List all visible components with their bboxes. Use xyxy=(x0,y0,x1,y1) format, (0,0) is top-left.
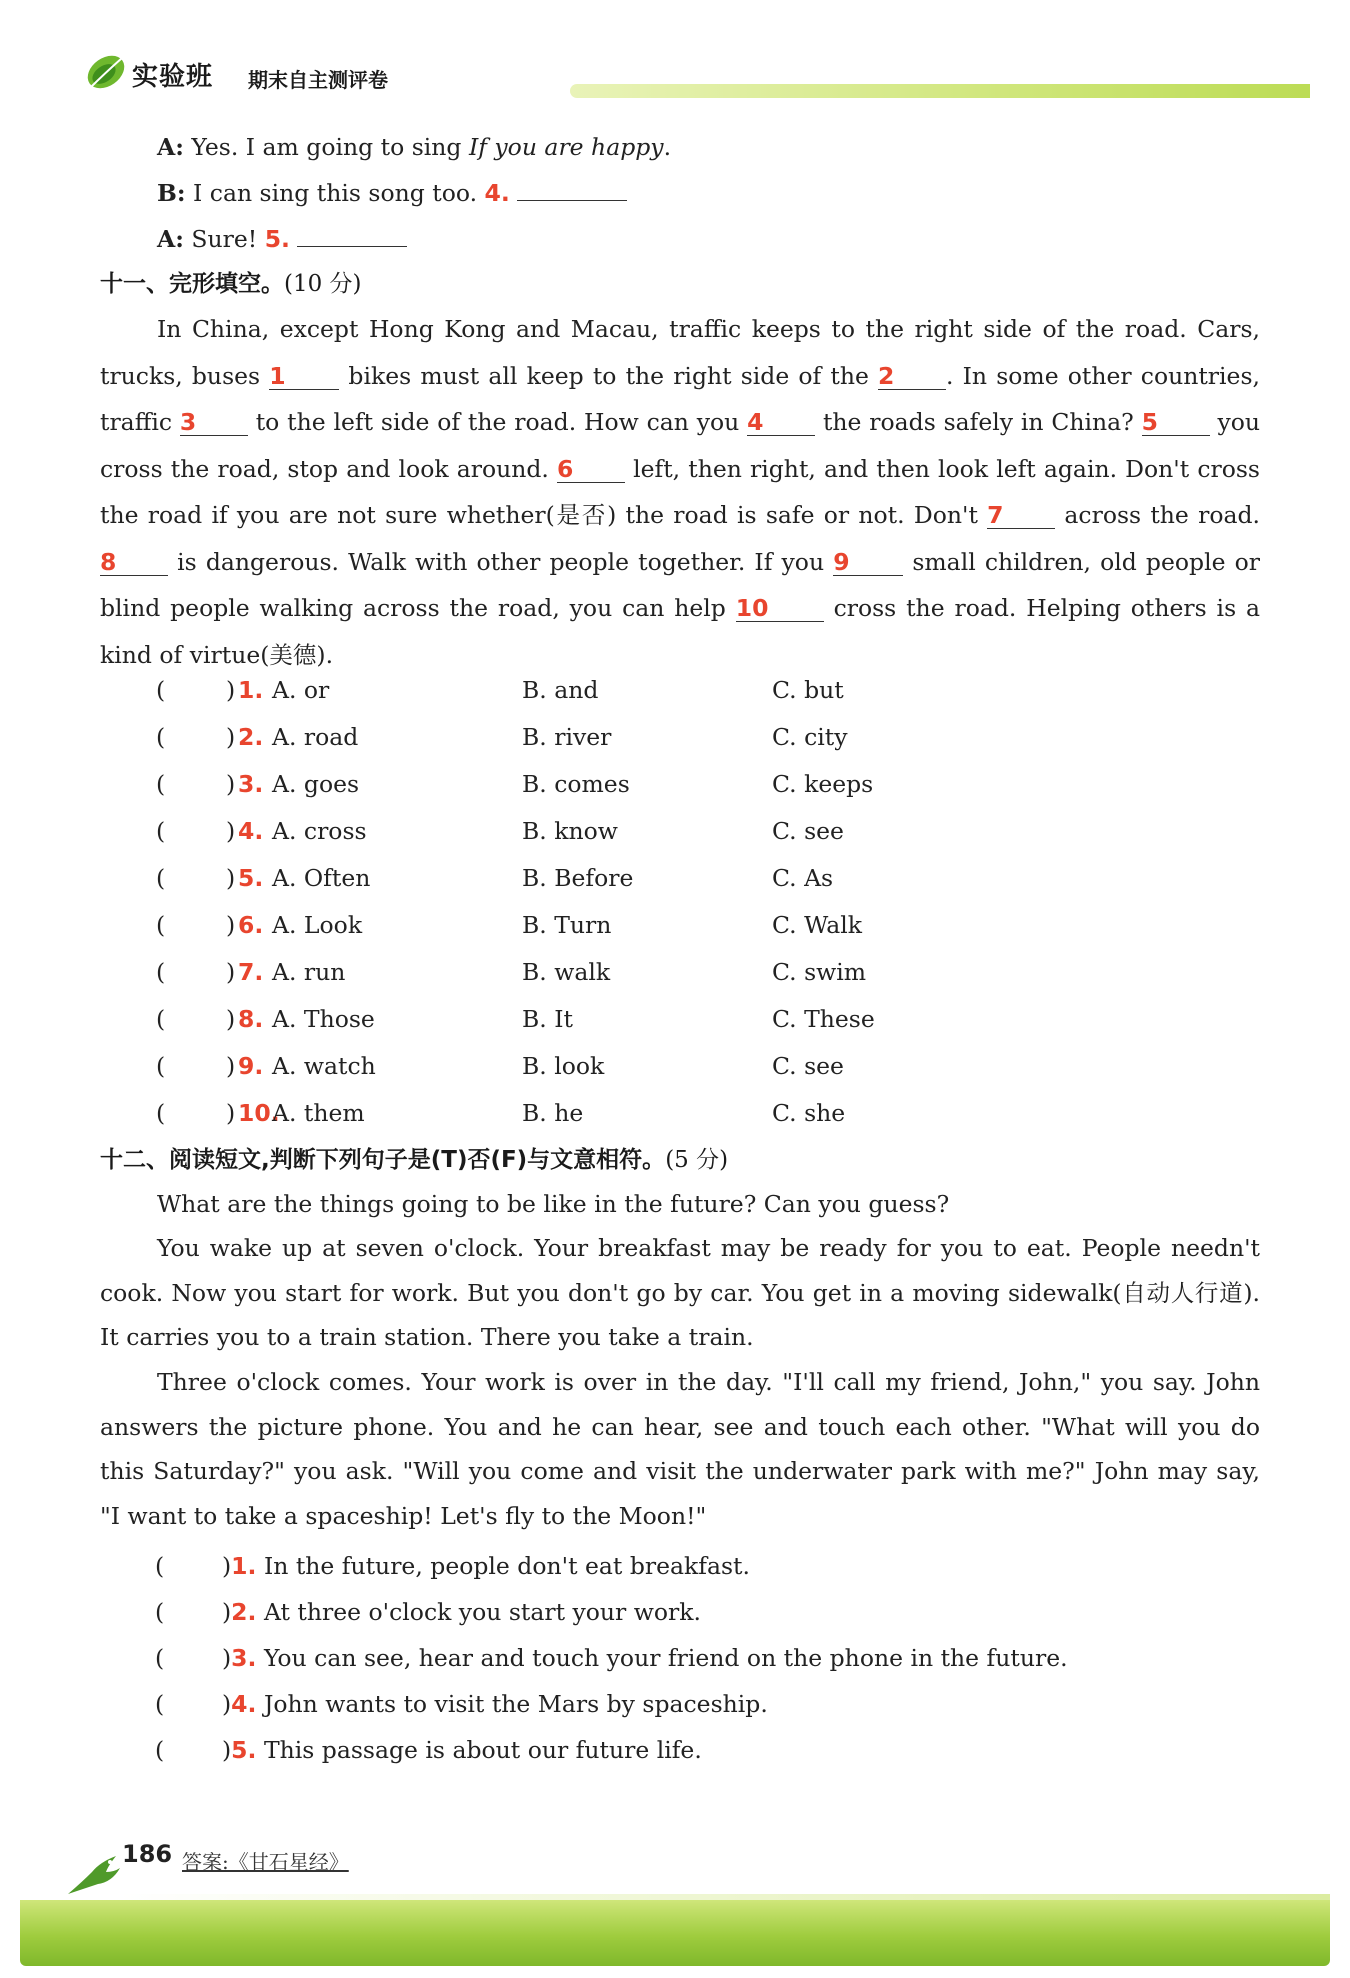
dialogue-text: Yes. I am going to sing xyxy=(191,133,469,161)
reading-para-3: Three o'clock comes. Your work is over in the day. "I'll call my friend, John," you say. John answers the picture phone. You and he can hear, see and touch each other. "What will you do this Saturday?" you ask. "Will you come and visit the underwater park with me?" John may say, "I want to take a spaceship! Let's fly to the Moon!" xyxy=(100,1368,1260,1530)
option-c: C. Walk xyxy=(772,911,862,939)
option-b: B. It xyxy=(522,1005,573,1033)
answer-paren-open[interactable]: ( xyxy=(156,723,166,751)
answer-paren-close: ) xyxy=(226,911,236,939)
option-a: A. Those xyxy=(272,1005,375,1033)
passage-text: the roads safely in China? xyxy=(815,408,1142,436)
option-b: B. Turn xyxy=(522,911,612,939)
dialogue-text: I can sing this song too. xyxy=(193,179,485,207)
option-c: C. see xyxy=(772,817,844,845)
question-number: 4. xyxy=(238,817,264,845)
answer-paren-open[interactable]: ( xyxy=(156,1005,166,1033)
statement-text: You can see, hear and touch your friend on the phone in the future. xyxy=(263,1644,1068,1672)
answer-paren-open[interactable]: ( xyxy=(156,1052,166,1080)
option-c: C. but xyxy=(772,676,844,704)
question-number: 4. xyxy=(231,1690,257,1718)
answer-note: 答案:《甘石星经》 xyxy=(182,1850,349,1874)
passage-text: . In some other countries, traffic xyxy=(100,361,1260,436)
answer-paren-close: ) xyxy=(222,1690,232,1718)
page-footer xyxy=(0,1820,1350,1978)
option-a: A. Look xyxy=(272,911,363,939)
option-row xyxy=(100,954,1000,990)
dialogue-text-end: . xyxy=(663,133,672,161)
speaker-label: A: xyxy=(157,133,184,161)
answer-paren-close: ) xyxy=(226,770,236,798)
answer-paren-open[interactable]: ( xyxy=(156,770,166,798)
answer-paren-open[interactable]: ( xyxy=(155,1736,165,1764)
option-a: A. or xyxy=(272,676,330,704)
question-number: 6. xyxy=(238,911,264,939)
answer-paren-close: ) xyxy=(222,1736,232,1764)
option-a: A. cross xyxy=(272,817,367,845)
answer-paren-close: ) xyxy=(226,864,236,892)
answer-paren-close: ) xyxy=(226,1099,236,1127)
answer-paren-close: ) xyxy=(226,1052,236,1080)
cloze-blank-8[interactable] xyxy=(100,549,168,576)
song-title: If you are happy xyxy=(468,133,664,161)
leaf-logo-icon xyxy=(84,50,128,94)
reading-para-2: You wake up at seven o'clock. Your breakfast may be ready for you to eat. People needn't cook. Now you start for work. But you don't go by car. You get in a moving sidewalk(自动人行道). It carries you to a train station. There you take a train. xyxy=(100,1234,1260,1351)
answer-paren-close: ) xyxy=(226,817,236,845)
answer-paren-open[interactable]: ( xyxy=(156,911,166,939)
option-c: C. These xyxy=(772,1005,875,1033)
statement-text: In the future, people don't eat breakfast. xyxy=(263,1552,750,1580)
header-subtitle: 期末自主测评卷 xyxy=(248,68,388,92)
section-score: (10 分) xyxy=(284,271,362,297)
option-b: B. look xyxy=(522,1052,605,1080)
blank-number: 9 xyxy=(833,547,850,576)
question-number: 7. xyxy=(238,958,264,986)
cloze-blank-6[interactable] xyxy=(557,456,625,483)
option-a: A. them xyxy=(272,1099,365,1127)
option-b: B. know xyxy=(522,817,618,845)
answer-paren-open[interactable]: ( xyxy=(155,1644,165,1672)
option-b: B. he xyxy=(522,1099,584,1127)
header-decor-band xyxy=(570,84,1310,98)
option-a: A. watch xyxy=(272,1052,376,1080)
option-row xyxy=(100,860,1000,896)
cloze-blank-9[interactable] xyxy=(833,549,903,576)
option-a: A. goes xyxy=(272,770,360,798)
blank-number: 5 xyxy=(1141,408,1158,436)
question-number: 1. xyxy=(238,676,264,704)
option-b: B. and xyxy=(522,676,599,704)
question-number: 3. xyxy=(238,770,264,798)
option-b: B. walk xyxy=(522,958,611,986)
question-number: 4. xyxy=(484,179,510,207)
cloze-blank-10[interactable] xyxy=(736,595,824,622)
answer-paren-close: ) xyxy=(226,723,236,751)
cloze-blank-4[interactable] xyxy=(747,409,815,436)
answer-paren-close: ) xyxy=(226,958,236,986)
blank-number: 8 xyxy=(100,547,117,576)
cloze-blank-5[interactable] xyxy=(1142,409,1210,436)
option-b: B. river xyxy=(522,723,612,751)
dialogue-line-1 xyxy=(157,130,671,164)
dialogue-line-2 xyxy=(157,176,627,210)
question-number: 2. xyxy=(231,1598,257,1626)
option-row xyxy=(100,813,1000,849)
option-c: C. As xyxy=(772,864,834,892)
dialogue-line-3 xyxy=(157,222,407,256)
answer-blank[interactable] xyxy=(297,246,407,247)
cloze-blank-2[interactable] xyxy=(878,363,946,390)
passage-text: you cross the road, stop and look around. xyxy=(100,408,1261,483)
statement-text: At three o'clock you start your work. xyxy=(263,1598,701,1626)
passage-text: bikes must all keep to the right side of the xyxy=(339,361,879,390)
option-row xyxy=(100,907,1000,943)
reading-para-1: What are the things going to be like in the future? Can you guess? xyxy=(157,1190,950,1218)
answer-paren-close: ) xyxy=(222,1598,232,1626)
brand-title: 实验班 xyxy=(132,62,214,92)
passage-text: In China, except Hong Kong and Macau, traffic keeps to the right side of the road. Cars, trucks, buses xyxy=(100,315,1260,390)
answer-paren-open[interactable]: ( xyxy=(156,1099,166,1127)
option-a: A. road xyxy=(272,723,359,751)
question-number: 9. xyxy=(238,1052,264,1080)
option-a: A. Often xyxy=(272,864,371,892)
footer-decor-band xyxy=(20,1900,1330,1966)
blank-number: 1 xyxy=(269,361,286,390)
dialogue-text: Sure! xyxy=(191,225,265,253)
option-row xyxy=(100,1048,1000,1084)
section-title-text: 十二、阅读短文,判断下列句子是(T)否(F)与文意相符。 xyxy=(100,1147,666,1173)
option-c: C. see xyxy=(772,1052,844,1080)
answer-paren-open[interactable]: ( xyxy=(156,864,166,892)
section-title-text: 十一、完形填空。 xyxy=(100,271,284,297)
passage-text: cross the road. Helping others is a kind of virtue(美德). xyxy=(100,594,1260,669)
option-row xyxy=(100,1001,1000,1037)
blank-number: 3 xyxy=(179,408,197,436)
page-number: 186 xyxy=(122,1840,173,1868)
option-row xyxy=(100,1095,1000,1131)
bird-mascot-icon xyxy=(64,1842,124,1902)
section-11-title xyxy=(100,267,362,301)
answer-paren-close: ) xyxy=(222,1552,232,1580)
question-number: 8. xyxy=(238,1005,264,1033)
passage-text: small children, old people or blind people walking across the road, you can help xyxy=(100,547,1260,622)
passage-text: left, then right, and then look left again. Don't cross the road if you are not sure whether(是否) the road is safe or not. Don't xyxy=(100,454,1260,529)
section-score: (5 分) xyxy=(665,1147,729,1173)
answer-paren-close: ) xyxy=(226,676,236,704)
answer-paren-open[interactable]: ( xyxy=(155,1552,165,1580)
question-number: 5. xyxy=(238,864,264,892)
speaker-label: A: xyxy=(157,225,184,253)
answer-paren-open[interactable]: ( xyxy=(155,1690,165,1718)
passage-text: is dangerous. Walk with other people together. If you xyxy=(168,547,834,576)
blank-number: 2 xyxy=(878,361,895,390)
answer-paren-open[interactable]: ( xyxy=(156,676,166,704)
blank-number: 7 xyxy=(987,501,1004,529)
answer-paren-open[interactable]: ( xyxy=(156,958,166,986)
answer-paren-close: ) xyxy=(222,1644,232,1672)
answer-paren-open[interactable]: ( xyxy=(155,1598,165,1626)
blank-number: 6 xyxy=(557,454,574,483)
question-number: 1. xyxy=(231,1552,257,1580)
passage-text: to the left side of the road. How can you xyxy=(247,408,748,436)
statement-text: This passage is about our future life. xyxy=(263,1736,702,1764)
question-number: 5. xyxy=(231,1736,257,1764)
cloze-blank-1[interactable] xyxy=(269,363,339,390)
option-c: C. keeps xyxy=(772,770,874,798)
speaker-label: B: xyxy=(157,179,186,207)
page-header xyxy=(80,50,1310,110)
option-c: C. swim xyxy=(772,958,867,986)
option-row xyxy=(100,766,1000,802)
blank-number: 4 xyxy=(747,408,764,436)
passage-text: across the road. xyxy=(1055,501,1260,529)
section-12-title xyxy=(100,1143,728,1177)
question-number: 3. xyxy=(231,1644,257,1672)
answer-paren-open[interactable]: ( xyxy=(156,817,166,845)
option-a: A. run xyxy=(272,958,346,986)
option-c: C. she xyxy=(772,1099,846,1127)
option-row xyxy=(100,672,1000,708)
option-row xyxy=(100,719,1000,755)
cloze-passage xyxy=(100,306,1260,678)
answer-paren-close: ) xyxy=(226,1005,236,1033)
question-number: 2. xyxy=(238,723,264,751)
answer-blank[interactable] xyxy=(517,200,627,201)
cloze-blank-7[interactable] xyxy=(987,502,1055,529)
question-number: 5. xyxy=(264,225,290,253)
statement-text: John wants to visit the Mars by spaceship. xyxy=(263,1690,768,1718)
cloze-blank-3[interactable] xyxy=(180,409,248,436)
question-number: 10. xyxy=(238,1099,280,1127)
option-b: B. comes xyxy=(522,770,630,798)
option-b: B. Before xyxy=(522,864,634,892)
option-c: C. city xyxy=(772,723,848,751)
blank-number: 10 xyxy=(735,594,769,622)
